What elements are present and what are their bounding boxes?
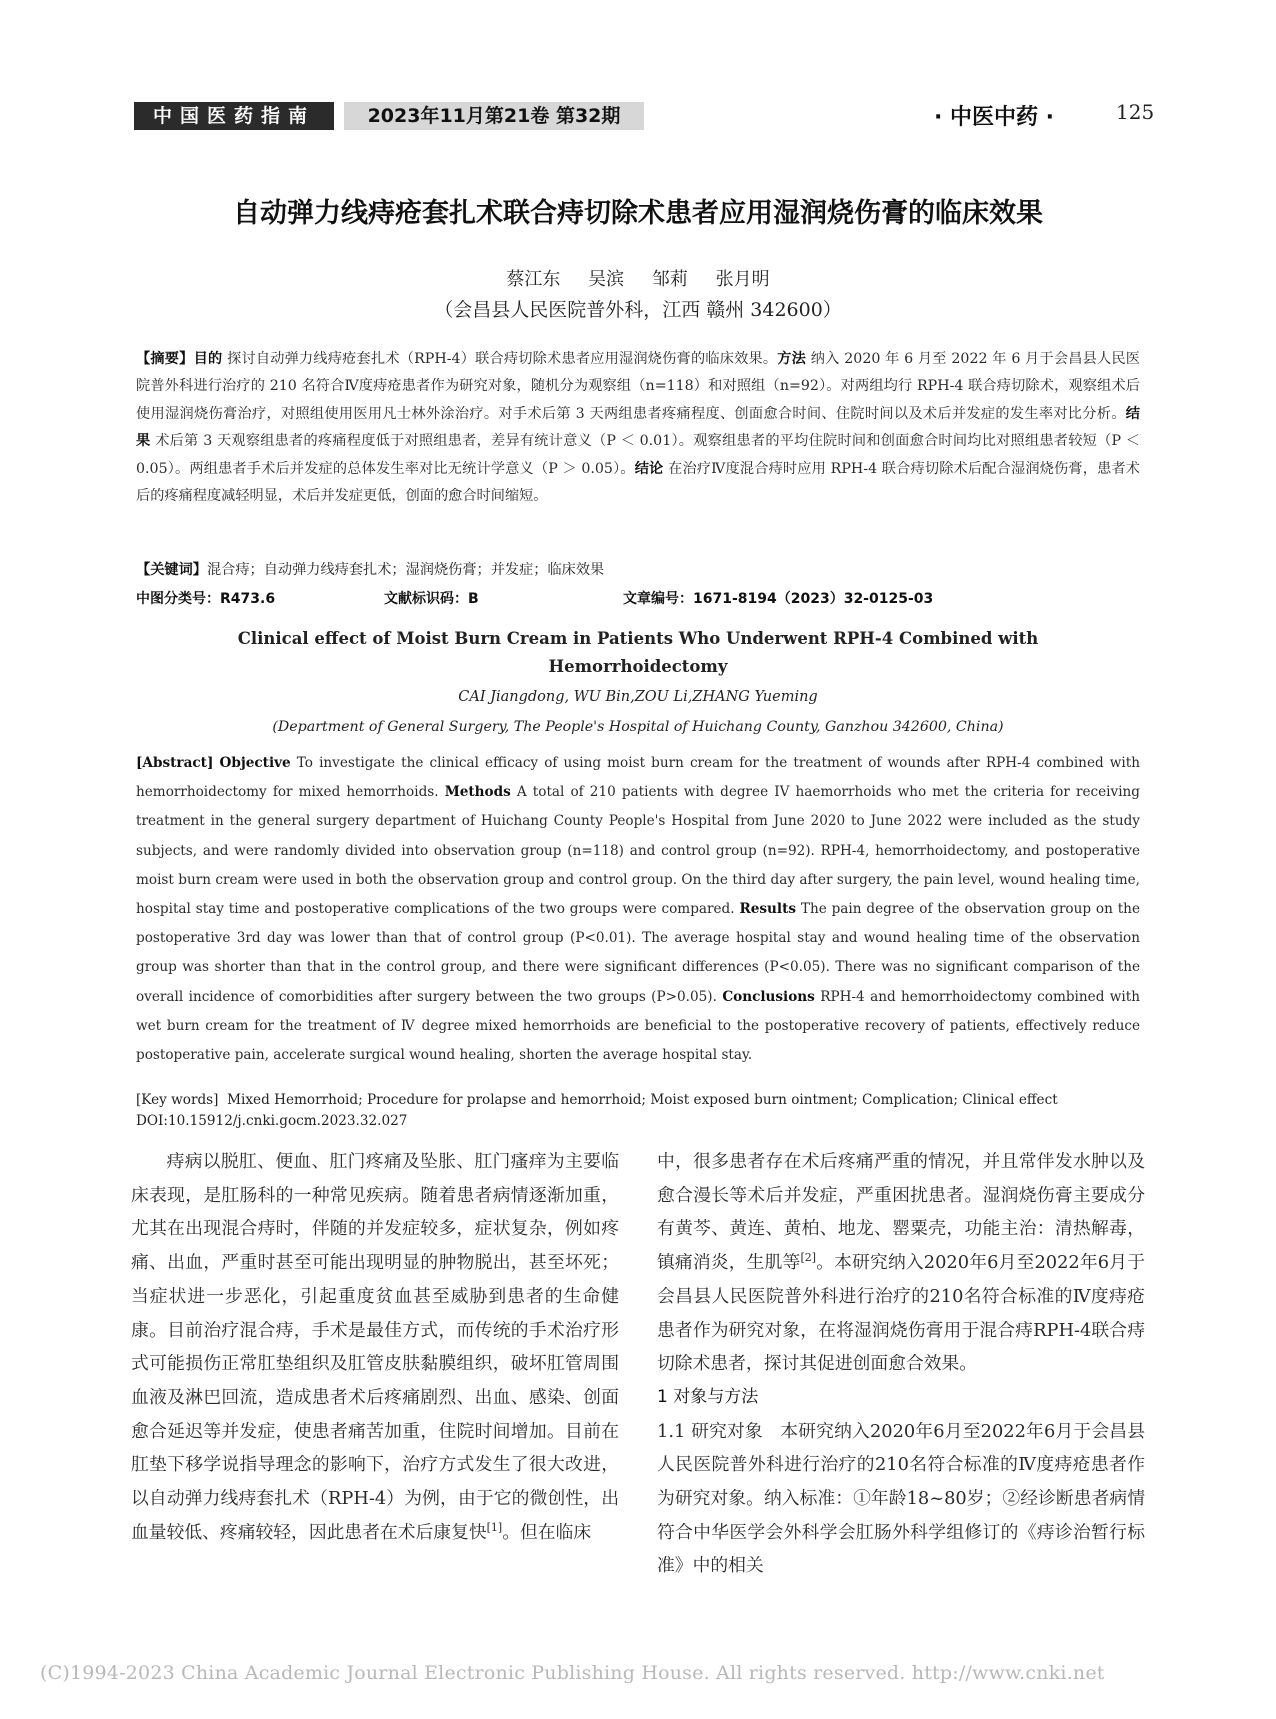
chinese-abstract bbox=[136, 346, 1140, 510]
issue-info: 2023年11月第21卷 第32期 bbox=[344, 102, 644, 130]
intro-tail: 。但在临床 bbox=[502, 1521, 592, 1543]
article-title: 自动弹力线痔疮套扎术联合痔切除术患者应用湿润烧伤膏的临床效果 bbox=[233, 198, 1043, 229]
keywords-label: 【关键词】 bbox=[136, 562, 207, 578]
objective-text: 探讨自动弹力线痔疮套扎术（RPH-4）联合痔切除术患者应用湿润烧伤膏的临床效果。 bbox=[227, 351, 778, 367]
en-results-text: The pain degree of the observation group on the postoperative 3rd day was lower than that of control group (P<0.01). The average hospital stay and wound healing time of the observation group was shorter than that in the control group, and there were significant differences (P<0.05). There was no significant comparison of the overall incidence of comorbidities after surgery between the two groups (P>0.05). bbox=[136, 901, 1140, 1005]
english-title: Clinical effect of Moist Burn Cream in Patients Who Underwent RPH-4 Combined with Hemorrhoidectomy bbox=[237, 629, 1039, 676]
clc-number: 中图分类号：R473.6 bbox=[136, 591, 276, 607]
subsection-heading: 1.1 研究对象 bbox=[657, 1420, 763, 1442]
en-results-label: Results bbox=[739, 901, 797, 918]
body-left-column bbox=[131, 1145, 619, 1549]
cont-tail: 。本研究纳入2020年6月至2022年6月于会昌县人民医院普外科进行治疗的210名符合标准的Ⅳ度痔疮患者作为研究对象，在将湿润烧伤膏用于混合痔RPH-4联合痔切除术患者，探讨其促进创面愈合效果。 bbox=[657, 1252, 1145, 1375]
conclusion-label: 结论 bbox=[634, 460, 664, 477]
journal-name: 中国医药指南 bbox=[134, 102, 334, 130]
citation-ref: [1] bbox=[486, 1520, 503, 1534]
page-number: 125 bbox=[1116, 100, 1155, 124]
body-paragraph bbox=[131, 1145, 619, 1549]
intro-text: 痔病以脱肛、便血、肛门疼痛及坠胀、肛门瘙痒为主要临床表现，是肛肠科的一种常见疾病。随着患者病情逐渐加重，尤其在出现混合痔时，伴随的并发症较多，症状复杂，例如疼痛、出血，严重时甚至可能出现明显的肿物脱出，甚至坏死；当症状进一步恶化，引起重度贫血甚至威胁到患者的生命健康。目前治疗混合痔，手术是最佳方式，而传统的手术治疗形式可能损伤正常肛垫组织及肛管皮肤黏膜组织，破坏肛管周围血液及淋巴回流，造成患者术后疼痛剧烈、出血、感染、创面愈合延迟等并发症，使患者痛苦加重，住院时间增加。目前在肛垫下移学说指导理念的影响下，治疗方式发生了很大改进，以自动弹力线痔套扎术（RPH-4）为例，由于它的微创性，出血量较低、疼痛较轻，因此患者在术后康复快 bbox=[131, 1151, 619, 1543]
author-list: 蔡江东 吴滨 邹莉 张月明 bbox=[506, 269, 770, 290]
document-code: 文献标识码：B bbox=[384, 591, 479, 607]
en-abstract-label: [Abstract] bbox=[136, 755, 214, 771]
en-keywords-text: Mixed Hemorrhoid; Procedure for prolapse and hemorrhoid; Moist exposed burn ointment; Complication; Clinical effect bbox=[227, 1092, 1058, 1108]
en-methods-text: A total of 210 patients with degree IV haemorrhoids who met the criteria for receiving treatment in the general surgery department of Huichang County People's Hospital from June 2020 to June 2022 were included as the study subjects, and were randomly divided into observation group (n=118) and control group (n=92). RPH-4, hemorrhoidectomy, and postoperative moist burn cream were used in both the observation group and control group. On the third day after surgery, the pain level, wound healing time, hospital stay time and postoperative complications of the two groups were compared. bbox=[136, 784, 1141, 918]
section-heading: 1 对象与方法 bbox=[657, 1386, 759, 1407]
english-abstract bbox=[136, 749, 1140, 1070]
citation-ref: [2] bbox=[800, 1251, 817, 1265]
body-right-column bbox=[657, 1145, 1145, 1583]
copyright-footer: (C)1994-2023 China Academic Journal Electronic Publishing House. All rights reserved. http://www.cnki.net bbox=[40, 1662, 1105, 1684]
english-keywords bbox=[136, 1089, 1140, 1111]
conclusion-text: 在治疗Ⅳ度混合痔时应用 RPH-4 联合痔切除术后配合湿润烧伤膏，患者术后的疼痛程度减轻明显，术后并发症更低，创面的愈合时间缩短。 bbox=[136, 460, 1140, 505]
cont-text: 中，很多患者存在术后疼痛严重的情况，并且常伴发水肿以及愈合漫长等术后并发症，严重困扰患者。湿润烧伤膏主要成分有黄芩、黄连、黄柏、地龙、罂粟壳，功能主治：清热解毒，镇痛消炎，生肌等 bbox=[657, 1151, 1145, 1274]
section-label: · 中医中药 · bbox=[934, 105, 1055, 130]
en-conclusions-text: RPH-4 and hemorrhoidectomy combined with wet burn cream for the treatment of Ⅳ degree mixed hemorrhoids are beneficial to the postoperative recovery of patients, effectively reduce postoperative pain, accelerate surgical wound healing, shorten the average hospital stay. bbox=[136, 988, 1140, 1064]
objective-label: 目的 bbox=[193, 351, 223, 367]
author-affiliation: （会昌县人民医院普外科，江西 赣州 342600） bbox=[434, 299, 842, 321]
en-methods-label: Methods bbox=[444, 784, 511, 801]
results-text: 术后第 3 天观察组患者的疼痛程度低于对照组患者，差异有统计意义（P ＜ 0.01）。观察组患者的平均住院时间和创面愈合时间均比对照组患者较短（P ＜ 0.05）。两组患者手术后并发症的总体发生率对比无统计学意义（P ＞ 0.05）。 bbox=[136, 433, 1140, 477]
doi: DOI:10.15912/j.cnki.gocm.2023.32.027 bbox=[136, 1113, 408, 1129]
chinese-keywords bbox=[136, 558, 1140, 582]
methods-text: 纳入 2020 年 6 月至 2022 年 6 月于会昌县人民医院普外科进行治疗的 210 名符合Ⅳ度痔疮患者作为研究对象，随机分为观察组（n=118）和对照组（n=92）。对两组均行 RPH-4 联合痔切除术，观察组术后使用湿润烧伤膏治疗，对照组使用医用凡士林外涂治疗。对手术后第 3 天两组患者疼痛程度、创面愈合时间、住院时间以及术后并发症的发生率对比分析。 bbox=[136, 351, 1140, 422]
en-keywords-label: [Key words] bbox=[136, 1092, 219, 1108]
en-conclusions-label: Conclusions bbox=[722, 988, 815, 1005]
en-objective-label: Objective bbox=[219, 755, 291, 771]
keywords-text: 混合痔；自动弹力线痔套扎术；湿润烧伤膏；并发症；临床效果 bbox=[206, 562, 605, 578]
subjects-text: 本研究纳入2020年6月至2022年6月于会昌县人民医院普外科进行治疗的210名符合标准的Ⅳ度痔疮患者作为研究对象。纳入标准：①年龄18~80岁；②经诊断患者病情符合中华医学会外科学会肛肠外科学组修订的《痔诊治暂行标准》中的相关 bbox=[657, 1420, 1145, 1577]
results-label: 结果 bbox=[136, 405, 1140, 450]
body-paragraph bbox=[657, 1145, 1145, 1381]
abstract-label: 【摘要】 bbox=[136, 351, 194, 367]
body-paragraph bbox=[657, 1415, 1145, 1584]
english-authors: CAI Jiangdong, WU Bin,ZOU Li,ZHANG Yueming bbox=[458, 689, 818, 705]
methods-label: 方法 bbox=[777, 351, 807, 367]
english-affiliation: (Department of General Surgery, The People's Hospital of Huichang County, Ganzhou 342600, China) bbox=[272, 719, 1004, 735]
en-objective-text: To investigate the clinical efficacy of using moist burn cream for the treatment of wounds after RPH-4 combined with hemorrhoidectomy for mixed hemorrhoids. bbox=[136, 755, 1140, 801]
article-number: 文章编号：1671-8194（2023）32-0125-03 bbox=[623, 591, 934, 607]
